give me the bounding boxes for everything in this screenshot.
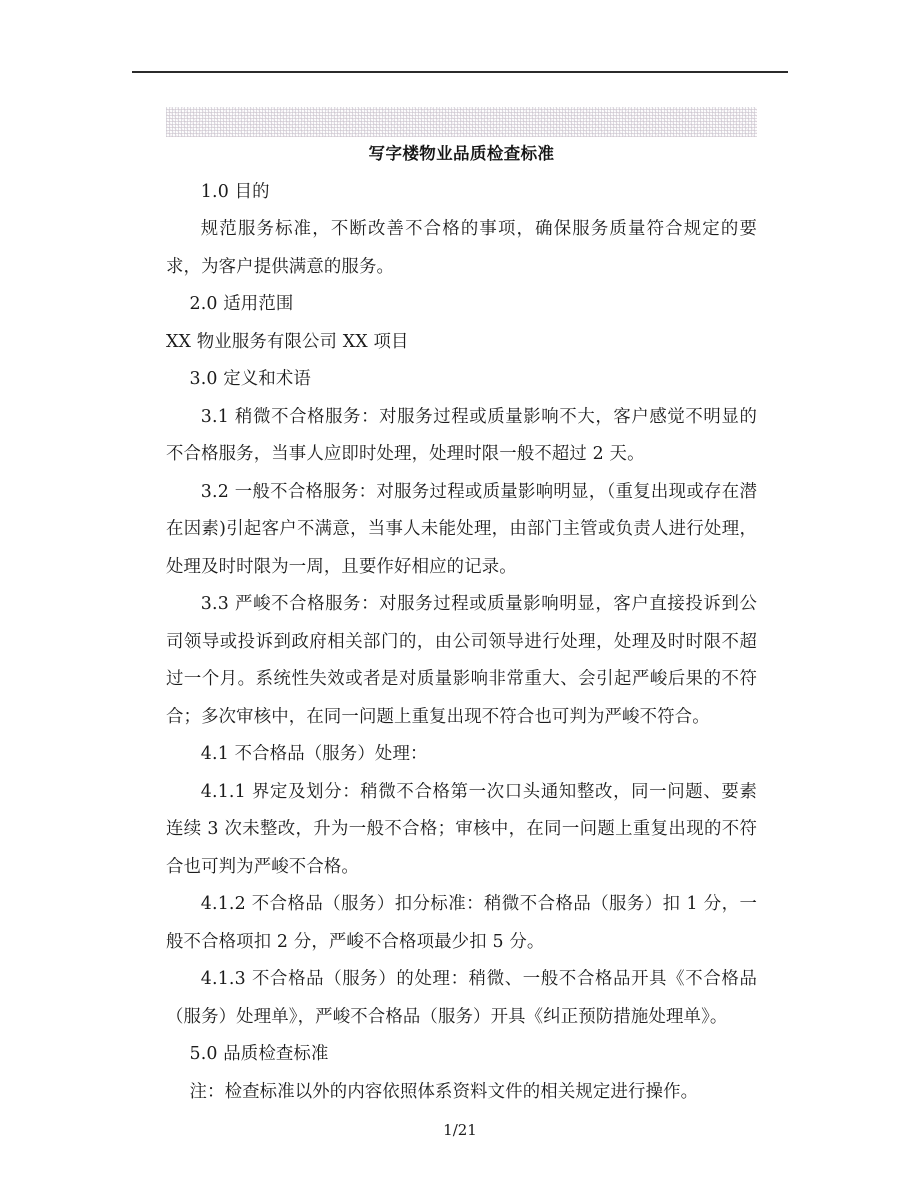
- sec-4-1-1: 4.1.1 界定及划分：稍微不合格第一次口头通知整改，同一问题、要素连续 3 次未整改，升为一般不合格；审核中，在同一问题上重复出现的不符合也可判为严峻不合格。: [166, 781, 757, 877]
- page-footer: [0, 1120, 920, 1140]
- sec-1-0-body: 规范服务标准，不断改善不合格的事项，确保服务质量符合规定的要求，为客户提供满意的服务。: [166, 219, 757, 277]
- sec-5-0-note: 注：检查标准以外的内容依照体系资料文件的相关规定进行操作。: [189, 1081, 699, 1102]
- sec-3-3: 3.3 严峻不合格服务：对服务过程或质量影响明显，客户直接投诉到公司领导或投诉到政府相关部门的，由公司领导进行处理，处理及时时限不超过一个月。系统性失效或者是对质量影响非常重大、会引起严峻后果的不符合；多次审核中，在同一问题上重复出现不符合也可判为严峻不符合。: [166, 594, 757, 727]
- sec-2-0: 2.0 适用范围: [189, 294, 294, 315]
- paragraph-list: [166, 174, 757, 1112]
- sec-3-0: 3.0 定义和术语: [189, 369, 311, 390]
- sec-5-0: 5.0 品质检查标准: [189, 1044, 329, 1065]
- sec-1-0: 1.0 目的: [200, 181, 270, 202]
- sec-3-1: 3.1 稍微不合格服务：对服务过程或质量影响不大，客户感觉不明显的不合格服务，当事人应即时处理，处理时限一般不超过 2 天。: [166, 406, 757, 465]
- header-divider-rule: [132, 71, 788, 73]
- sec-4-1: 4.1 不合格品（服务）处理：: [200, 744, 428, 765]
- sec-3-2: 3.2 一般不合格服务：对服务过程或质量影响明显，（重复出现或存在潜在因素)引起客户不满意，当事人未能处理，由部门主管或负责人进行处理，处理及时时限为一周，且要作好相应的记录。: [166, 481, 757, 577]
- document-body: [166, 142, 757, 1111]
- shaded-header-band: [166, 107, 757, 137]
- page-number: 1/21: [443, 1121, 477, 1139]
- sec-2-0-body: XX 物业服务有限公司 XX 项目: [166, 331, 409, 352]
- page-title: 写字楼物业品质检查标准: [368, 144, 555, 163]
- sec-4-1-3: 4.1.3 不合格品（服务）的处理：稍微、一般不合格品开具《不合格品（服务）处理单》，严峻不合格品（服务）开具《纠正预防措施处理单》。: [166, 969, 757, 1027]
- sec-4-1-2: 4.1.2 不合格品（服务）扣分标准：稍微不合格品（服务）扣 1 分，一般不合格项扣 2 分，严峻不合格项最少扣 5 分。: [166, 894, 757, 952]
